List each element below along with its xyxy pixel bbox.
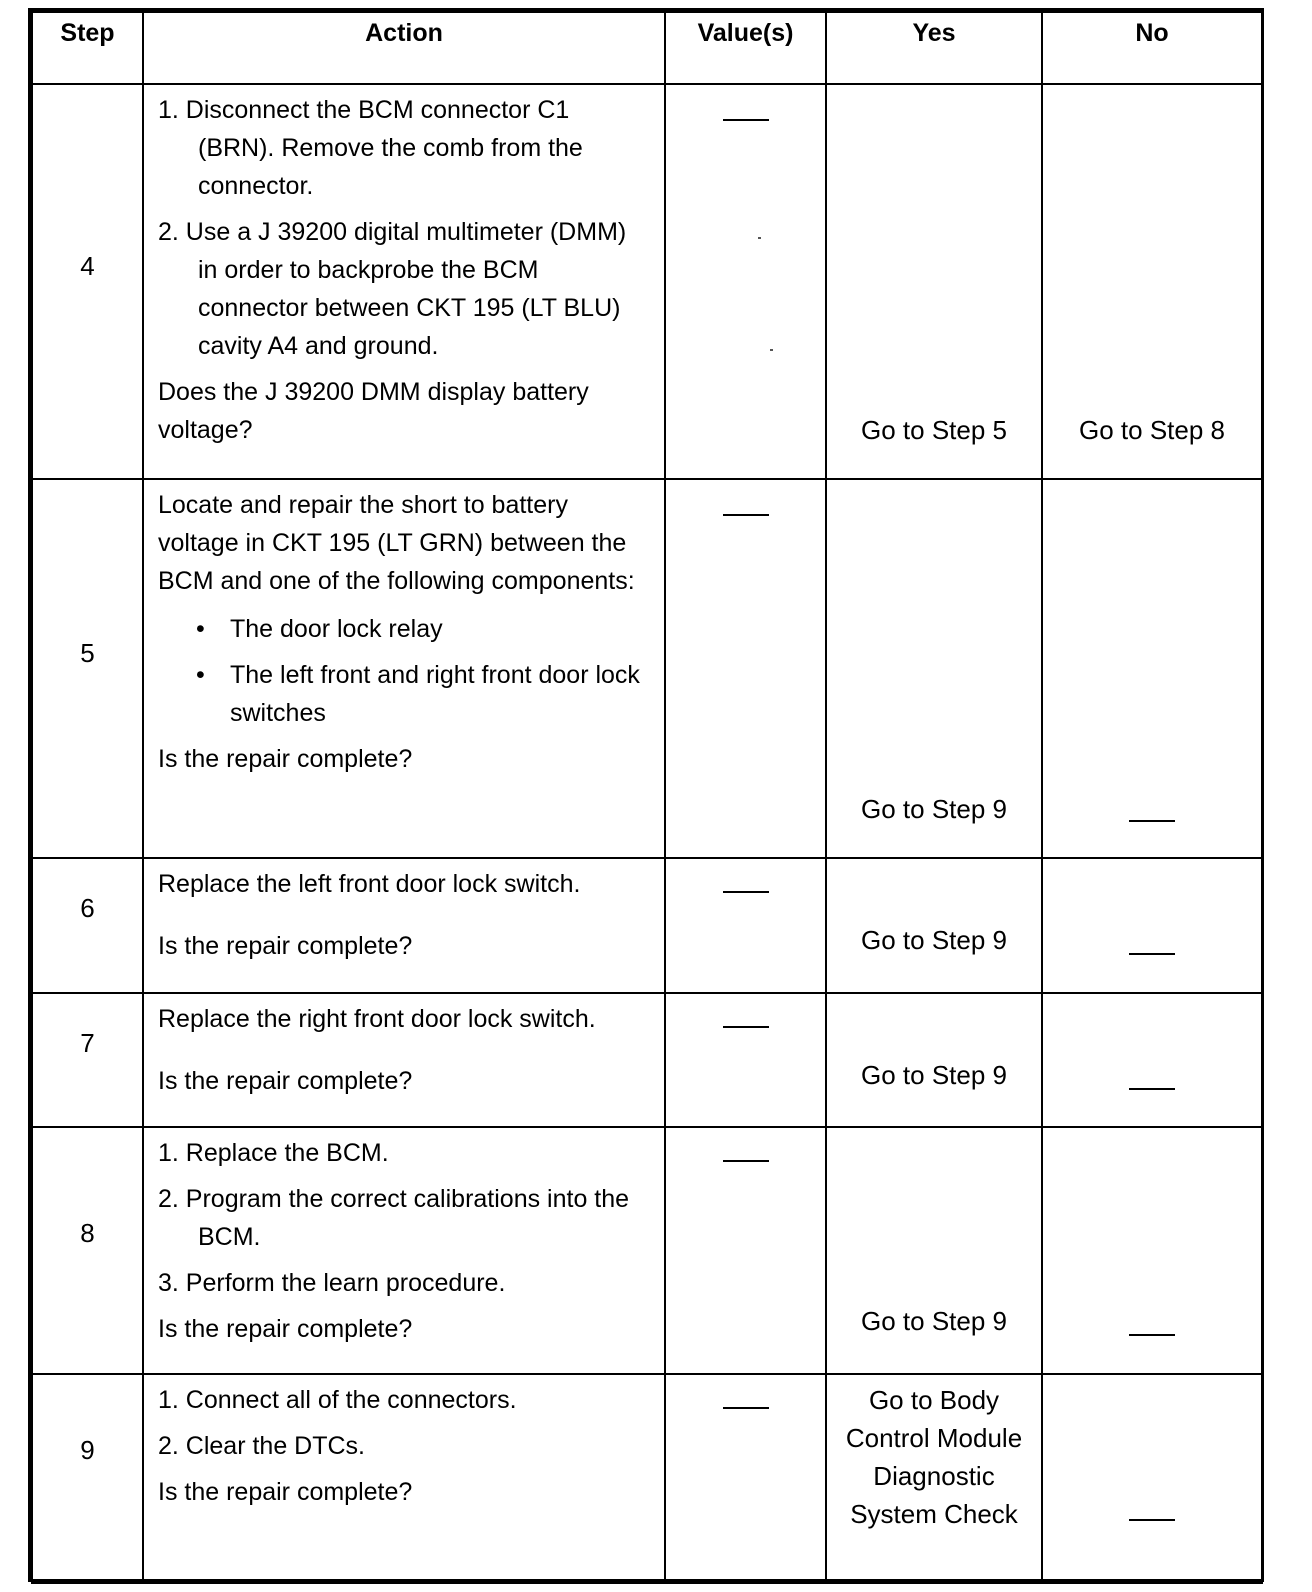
header-step: Step [32, 12, 143, 84]
action-question: Is the repair complete? [158, 745, 413, 773]
no-cell [1042, 858, 1262, 993]
no-dash [1129, 820, 1175, 822]
header-action: Action [143, 12, 665, 84]
scan-speck [758, 237, 761, 239]
action-item: 1. Replace the BCM. [158, 1139, 389, 1167]
table-header-row [32, 12, 1262, 84]
action-question: Is the repair complete? [158, 1315, 413, 1343]
no-cell [1042, 1127, 1262, 1374]
action-item: 1. Connect all of the connectors. [158, 1386, 517, 1414]
value-dash [723, 1407, 769, 1409]
table-row-step-5 [32, 479, 1262, 858]
action-question: Is the repair complete? [158, 1478, 413, 1506]
header-yes: Yes [826, 12, 1042, 84]
no-dash [1129, 1334, 1175, 1336]
value-dash [723, 119, 769, 121]
yes-cell [826, 84, 1042, 479]
yes-line: Diagnostic [873, 1461, 995, 1491]
value-cell [665, 1127, 826, 1374]
action-cell [143, 858, 665, 993]
step-cell [32, 858, 143, 993]
yes-go-to: Go to Step 9 [861, 1060, 1007, 1090]
yes-go-to: Go to Step 9 [861, 925, 1007, 955]
yes-line: Control Module [845, 1423, 1023, 1453]
yes-go-to [827, 1381, 1041, 1533]
step-cell [32, 84, 143, 479]
table-row-step-9 [32, 1374, 1262, 1583]
step-number: 6 [80, 893, 95, 923]
value-cell [665, 1374, 826, 1583]
action-question: Is the repair complete? [158, 932, 413, 960]
header-values: Value(s) [665, 12, 826, 84]
yes-cell [826, 1374, 1042, 1583]
no-cell [1042, 479, 1262, 858]
component-list [158, 610, 646, 732]
value-dash [723, 514, 769, 516]
action-intro: Replace the left front door lock switch. [158, 870, 581, 898]
step-number: 5 [80, 638, 95, 668]
value-dash [723, 1160, 769, 1162]
no-cell [1042, 84, 1262, 479]
value-dash [723, 1026, 769, 1028]
list-item: • The left front and right front door lock switches [196, 661, 640, 727]
action-intro: Replace the right front door lock switch. [158, 1005, 596, 1033]
step-number: 9 [80, 1435, 95, 1465]
action-cell [143, 1127, 665, 1374]
value-cell [665, 993, 826, 1127]
diagnostic-table-sheet [28, 8, 1264, 1582]
action-question: Does the J 39200 DMM display battery voltage? [158, 378, 589, 444]
action-question: Is the repair complete? [158, 1067, 413, 1095]
no-go-to: Go to Step 8 [1079, 415, 1225, 445]
action-item: 2. Clear the DTCs. [158, 1432, 366, 1460]
yes-line: System Check [850, 1499, 1018, 1529]
diagnostic-table [31, 11, 1263, 1584]
no-cell [1042, 1374, 1262, 1583]
value-cell [665, 84, 826, 479]
step-cell [32, 993, 143, 1127]
no-dash [1129, 953, 1175, 955]
table-row-step-6 [32, 858, 1262, 993]
step-cell [32, 479, 143, 858]
value-dash [723, 891, 769, 893]
yes-cell [826, 1127, 1042, 1374]
yes-cell [826, 993, 1042, 1127]
header-no: No [1042, 12, 1262, 84]
action-cell [143, 84, 665, 479]
yes-go-to: Go to Step 5 [861, 415, 1007, 445]
yes-go-to: Go to Step 9 [861, 794, 1007, 824]
yes-cell [826, 858, 1042, 993]
step-cell [32, 1374, 143, 1583]
value-cell [665, 858, 826, 993]
table-row-step-7 [32, 993, 1262, 1127]
action-item: 2. Program the correct calibrations into the BCM. [158, 1185, 630, 1251]
action-item: 1. Disconnect the BCM connector C1 (BRN). Remove the comb from the connector. [158, 96, 583, 200]
action-item: 3. Perform the learn procedure. [158, 1269, 506, 1297]
list-item: • The door lock relay [196, 615, 443, 643]
step-number: 7 [80, 1028, 95, 1058]
table-row-step-4 [32, 84, 1262, 479]
no-dash [1129, 1088, 1175, 1090]
yes-cell [826, 479, 1042, 858]
table-row-step-8 [32, 1127, 1262, 1374]
no-cell [1042, 993, 1262, 1127]
scan-speck [770, 349, 773, 351]
step-number: 8 [80, 1218, 95, 1248]
step-cell [32, 1127, 143, 1374]
action-item: 2. Use a J 39200 digital multimeter (DMM) in order to backprobe the BCM connector between CKT 195 (LT BLU) cavity A4 and ground. [158, 218, 627, 360]
action-cell [143, 993, 665, 1127]
yes-go-to: Go to Step 9 [861, 1306, 1007, 1336]
step-number: 4 [80, 251, 95, 281]
action-cell [143, 1374, 665, 1583]
action-intro: Locate and repair the short to battery voltage in CKT 195 (LT GRN) between the BCM and one of the following components: [158, 491, 635, 595]
no-dash [1129, 1519, 1175, 1521]
value-cell [665, 479, 826, 858]
action-cell [143, 479, 665, 858]
yes-line: Go to Body [868, 1385, 1000, 1415]
